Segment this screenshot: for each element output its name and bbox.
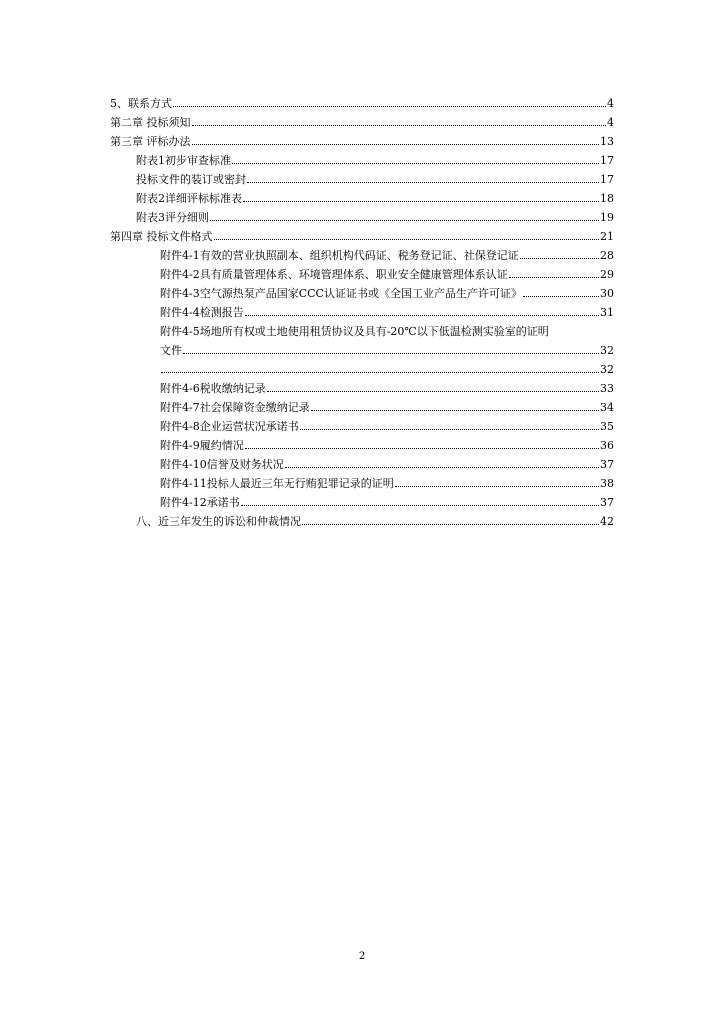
toc-entry-page: 36 bbox=[600, 439, 614, 452]
toc-entry-page: 37 bbox=[600, 496, 614, 509]
toc-entry-page: 21 bbox=[600, 230, 614, 243]
toc-entry-page: 17 bbox=[600, 154, 614, 167]
toc-leader bbox=[192, 116, 607, 126]
toc-entry-page: 31 bbox=[600, 306, 614, 319]
toc-entry[interactable] bbox=[160, 344, 614, 358]
toc-entry[interactable] bbox=[160, 363, 614, 377]
toc-entry-page: 34 bbox=[600, 401, 614, 414]
toc-entry-page: 13 bbox=[600, 135, 614, 148]
toc-entry[interactable] bbox=[160, 382, 614, 396]
toc-leader bbox=[183, 344, 599, 354]
toc-leader bbox=[523, 287, 599, 297]
toc-leader bbox=[243, 192, 599, 202]
toc-entry-title[interactable]: 附件4-5场地所有权或土地使用租赁协议及具有-20℃以下低温检测实验室的证明 bbox=[160, 325, 549, 338]
toc-entry[interactable] bbox=[110, 135, 614, 149]
toc-entry-title: 八、近三年发生的诉讼和仲裁情况 bbox=[136, 515, 301, 528]
toc-entry-page: 38 bbox=[600, 477, 614, 490]
toc-entry-title: 附件4-9履约情况 bbox=[160, 439, 244, 452]
toc-leader bbox=[509, 268, 599, 278]
toc-entry-title: 附件4-11投标人最近三年无行贿犯罪记录的证明 bbox=[160, 477, 394, 490]
toc-leader bbox=[245, 306, 599, 316]
toc-entry-page: 4 bbox=[607, 116, 614, 129]
toc-entry[interactable] bbox=[136, 211, 614, 225]
toc-entry-title: 附件4-7社会保障资金缴纳记录 bbox=[160, 401, 310, 414]
toc-entry-page: 30 bbox=[600, 287, 614, 300]
toc-entry-page: 4 bbox=[607, 97, 614, 110]
toc-leader bbox=[161, 363, 599, 373]
toc-entry-title: 附表3评分细则 bbox=[136, 211, 209, 224]
toc-leader bbox=[300, 420, 599, 430]
toc-entry-title: 附件4-3空气源热泵产品国家CCC认证证书或《全国工业产品生产许可证》 bbox=[160, 287, 522, 300]
toc-entry-title: 文件 bbox=[160, 344, 182, 357]
toc-entry[interactable] bbox=[160, 287, 614, 301]
toc-leader bbox=[210, 211, 599, 221]
toc-entry-page: 17 bbox=[600, 173, 614, 186]
toc-leader bbox=[302, 515, 599, 525]
toc-entry-title: 5、联系方式 bbox=[110, 97, 172, 110]
toc-entry-title: 附表2详细评标标准表 bbox=[136, 192, 242, 205]
toc-entry-title: 附件4-6税收缴纳记录 bbox=[160, 382, 266, 395]
toc-entry-title: 第四章 投标文件格式 bbox=[110, 230, 213, 243]
toc-leader bbox=[267, 382, 599, 392]
toc-entry-page: 18 bbox=[600, 192, 614, 205]
toc-entry-page: 19 bbox=[600, 211, 614, 224]
toc-entry-title: 附件4-2具有质量管理体系、环境管理体系、职业安全健康管理体系认证 bbox=[160, 268, 508, 281]
toc-leader bbox=[395, 477, 599, 487]
toc-leader bbox=[285, 458, 599, 468]
toc-leader bbox=[247, 173, 599, 183]
toc-entry[interactable] bbox=[136, 192, 614, 206]
toc-leader bbox=[192, 135, 600, 145]
toc-entry-title: 附件4-4检测报告 bbox=[160, 306, 244, 319]
toc-entry-page: 32 bbox=[600, 363, 614, 376]
toc-entry[interactable] bbox=[160, 496, 614, 510]
toc-entry-title: 第三章 评标办法 bbox=[110, 135, 191, 148]
toc-entry-title: 投标文件的装订或密封 bbox=[136, 173, 246, 186]
toc-entry-title: 附件4-1有效的营业执照副本、组织机构代码证、税务登记证、社保登记证 bbox=[160, 249, 519, 262]
toc-leader bbox=[214, 230, 600, 240]
toc-entry-title: 附件4-10信誉及财务状况 bbox=[160, 458, 284, 471]
toc-entry[interactable] bbox=[160, 458, 614, 472]
toc-leader bbox=[520, 249, 599, 259]
toc-entry-title: 附表1初步审查标准 bbox=[136, 154, 231, 167]
toc-entry[interactable] bbox=[160, 477, 614, 491]
toc-entry[interactable] bbox=[160, 401, 614, 415]
toc-entry[interactable] bbox=[110, 230, 614, 244]
toc-leader bbox=[241, 496, 599, 506]
toc-entry[interactable] bbox=[136, 173, 614, 187]
toc-entry-title: 附件4-8企业运营状况承诺书 bbox=[160, 420, 299, 433]
toc-entry[interactable] bbox=[110, 116, 614, 130]
toc-leader bbox=[173, 97, 606, 107]
toc-entry-title: 附件4-12承诺书 bbox=[160, 496, 240, 509]
toc-entry[interactable] bbox=[136, 515, 614, 529]
toc-entry-page: 37 bbox=[600, 458, 614, 471]
toc-entry[interactable] bbox=[160, 439, 614, 453]
toc-entry[interactable] bbox=[160, 420, 614, 434]
page-number: 2 bbox=[358, 951, 366, 962]
toc-entry-page: 33 bbox=[600, 382, 614, 395]
toc-entry-page: 35 bbox=[600, 420, 614, 433]
toc-leader bbox=[245, 439, 599, 449]
toc-entry-page: 29 bbox=[600, 268, 614, 281]
toc-entry[interactable] bbox=[160, 249, 614, 263]
toc-entry[interactable] bbox=[160, 306, 614, 320]
toc-entry[interactable] bbox=[136, 154, 614, 168]
toc-entry[interactable] bbox=[110, 97, 614, 111]
toc-leader bbox=[232, 154, 599, 164]
toc-entry-page: 28 bbox=[600, 249, 614, 262]
toc-entry-page: 42 bbox=[600, 515, 614, 528]
toc-entry-title: 第二章 投标须知 bbox=[110, 116, 191, 129]
toc-entry-page: 32 bbox=[600, 344, 614, 357]
toc-leader bbox=[311, 401, 599, 411]
toc-entry[interactable] bbox=[160, 268, 614, 282]
